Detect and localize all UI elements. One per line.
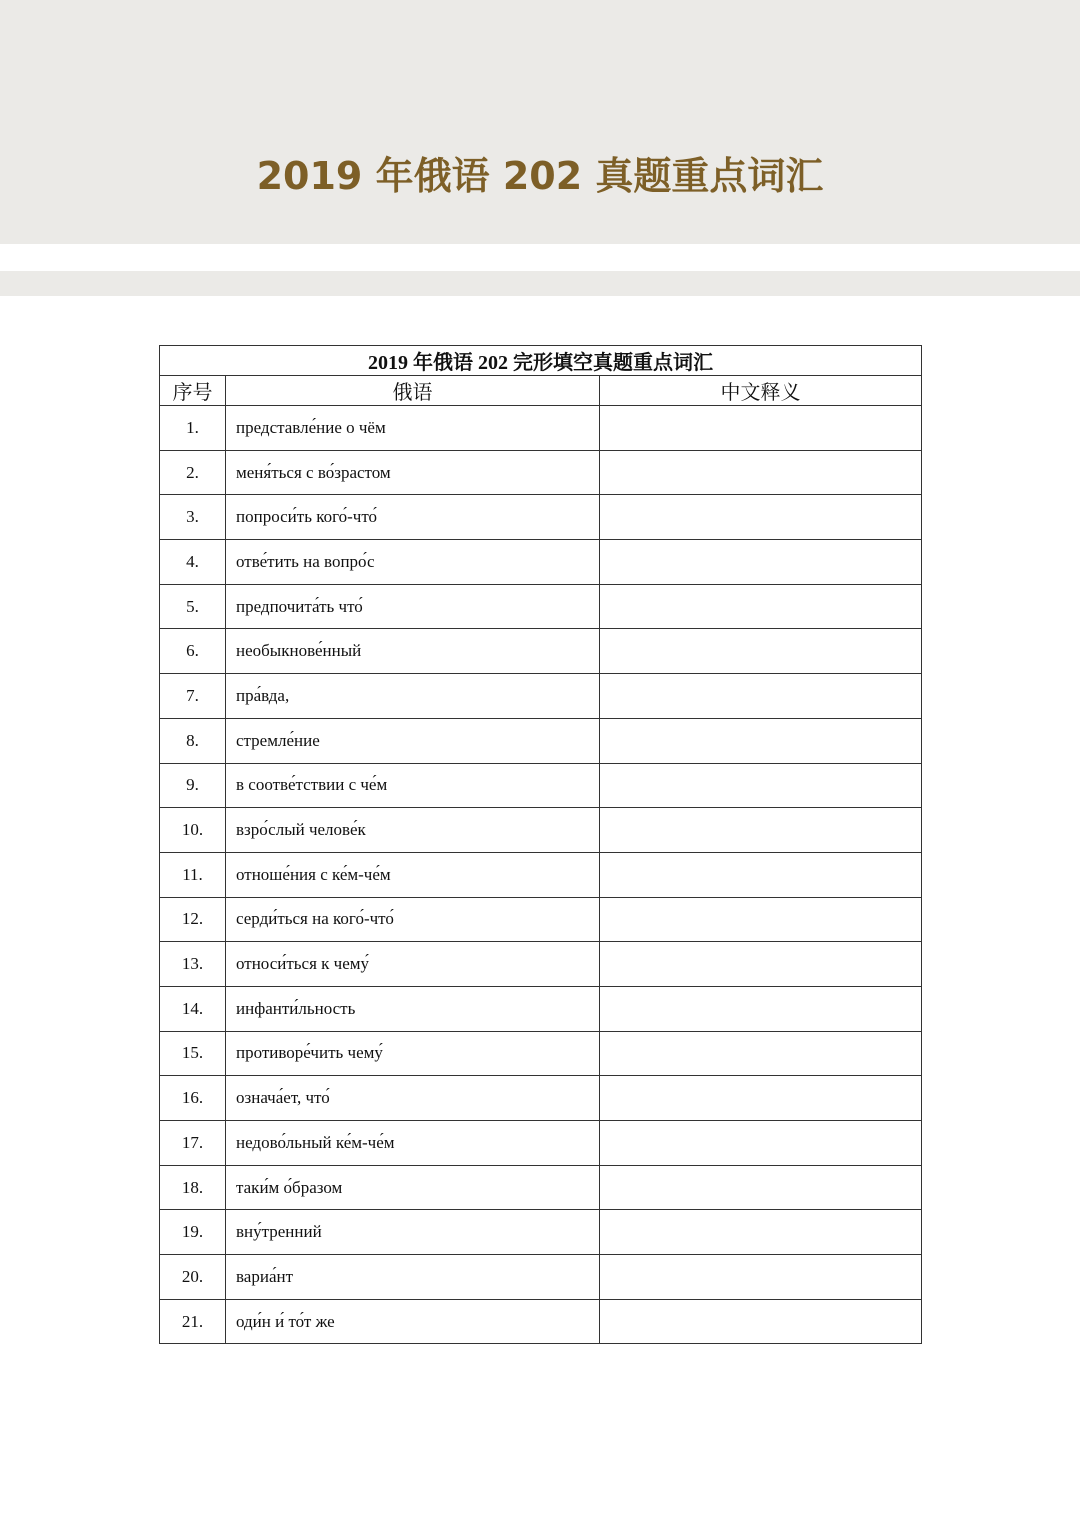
chinese-meaning — [600, 986, 922, 1031]
table-row — [160, 986, 922, 1031]
header-russian: 俄语 — [226, 376, 600, 406]
russian-term: недово́льный ке́м-че́м — [226, 1121, 600, 1166]
table-row — [160, 1255, 922, 1300]
table-row — [160, 584, 922, 629]
russian-term: таки́м о́бразом — [226, 1165, 600, 1210]
table-row — [160, 1299, 922, 1344]
table-row — [160, 1210, 922, 1255]
russian-term: в соотве́тствии с че́м — [226, 763, 600, 808]
row-number: 1. — [160, 406, 226, 451]
vocabulary-table-container — [159, 345, 921, 1344]
russian-term: отноше́ния с ке́м-че́м — [226, 852, 600, 897]
row-number: 8. — [160, 718, 226, 763]
row-number: 10. — [160, 808, 226, 853]
russian-term: относи́ться к чему́ — [226, 942, 600, 987]
row-number: 3. — [160, 495, 226, 540]
russian-term: попроси́ть кого́-что́ — [226, 495, 600, 540]
chinese-meaning — [600, 808, 922, 853]
header-chinese-meaning: 中文释义 — [600, 376, 922, 406]
chinese-meaning — [600, 450, 922, 495]
row-number: 18. — [160, 1165, 226, 1210]
russian-term: предпочита́ть что́ — [226, 584, 600, 629]
row-number: 13. — [160, 942, 226, 987]
chinese-meaning — [600, 897, 922, 942]
table-row — [160, 808, 922, 853]
chinese-meaning — [600, 629, 922, 674]
russian-term: противоре́чить чему́ — [226, 1031, 600, 1076]
table-caption: 2019 年俄语 202 完形填空真题重点词汇 — [160, 346, 922, 376]
russian-term: меня́ться с во́зрастом — [226, 450, 600, 495]
table-row — [160, 1121, 922, 1166]
header-number: 序号 — [160, 376, 226, 406]
row-number: 4. — [160, 540, 226, 585]
table-row — [160, 540, 922, 585]
row-number: 14. — [160, 986, 226, 1031]
row-number: 21. — [160, 1299, 226, 1344]
row-number: 6. — [160, 629, 226, 674]
row-number: 2. — [160, 450, 226, 495]
row-number: 17. — [160, 1121, 226, 1166]
table-row — [160, 1165, 922, 1210]
table-row — [160, 897, 922, 942]
chinese-meaning — [600, 1165, 922, 1210]
chinese-meaning — [600, 1031, 922, 1076]
row-number: 16. — [160, 1076, 226, 1121]
russian-term: вариа́нт — [226, 1255, 600, 1300]
chinese-meaning — [600, 584, 922, 629]
russian-term: оди́н и́ то́т же — [226, 1299, 600, 1344]
chinese-meaning — [600, 1255, 922, 1300]
table-row — [160, 942, 922, 987]
table-row — [160, 852, 922, 897]
chinese-meaning — [600, 1121, 922, 1166]
chinese-meaning — [600, 942, 922, 987]
russian-term: необыкнове́нный — [226, 629, 600, 674]
table-row — [160, 495, 922, 540]
chinese-meaning — [600, 852, 922, 897]
vocabulary-table — [159, 345, 922, 1344]
russian-term: серди́ться на кого́-что́ — [226, 897, 600, 942]
page-title: 2019 年俄语 202 真题重点词汇 — [256, 154, 824, 198]
table-row — [160, 1031, 922, 1076]
russian-term: вну́тренний — [226, 1210, 600, 1255]
russian-term: пра́вда, — [226, 674, 600, 719]
table-body — [160, 406, 922, 1344]
russian-term: отве́тить на вопро́с — [226, 540, 600, 585]
chinese-meaning — [600, 540, 922, 585]
russian-term: инфанти́льность — [226, 986, 600, 1031]
row-number: 15. — [160, 1031, 226, 1076]
divider-strip — [0, 271, 1080, 296]
chinese-meaning — [600, 406, 922, 451]
chinese-meaning — [600, 1076, 922, 1121]
russian-term: стремле́ние — [226, 718, 600, 763]
row-number: 7. — [160, 674, 226, 719]
table-row — [160, 718, 922, 763]
row-number: 12. — [160, 897, 226, 942]
row-number: 19. — [160, 1210, 226, 1255]
table-row — [160, 763, 922, 808]
russian-term: означа́ет, что́ — [226, 1076, 600, 1121]
table-row — [160, 450, 922, 495]
russian-term: представле́ние о чём — [226, 406, 600, 451]
chinese-meaning — [600, 495, 922, 540]
table-row — [160, 406, 922, 451]
table-row — [160, 674, 922, 719]
chinese-meaning — [600, 674, 922, 719]
row-number: 20. — [160, 1255, 226, 1300]
row-number: 5. — [160, 584, 226, 629]
table-row — [160, 1076, 922, 1121]
chinese-meaning — [600, 763, 922, 808]
header-banner — [0, 0, 1080, 244]
row-number: 9. — [160, 763, 226, 808]
chinese-meaning — [600, 1210, 922, 1255]
chinese-meaning — [600, 718, 922, 763]
row-number: 11. — [160, 852, 226, 897]
chinese-meaning — [600, 1299, 922, 1344]
table-row — [160, 629, 922, 674]
russian-term: взро́слый челове́к — [226, 808, 600, 853]
